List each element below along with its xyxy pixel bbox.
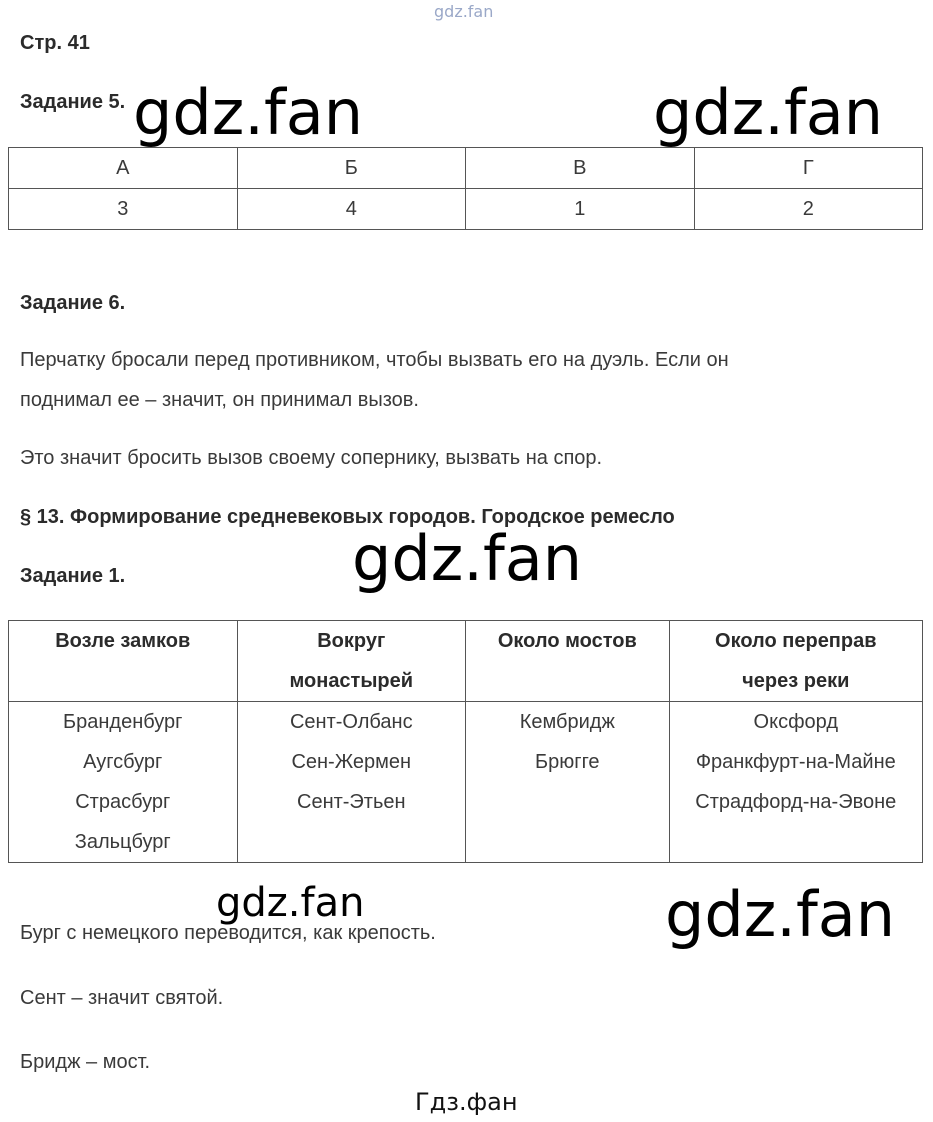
section13-title: § 13. Формирование средневековых городов. Городское ремесло — [20, 506, 675, 528]
header-watermark: gdz.fan — [434, 2, 494, 21]
list-item: Франкфурт-на-Майне — [695, 751, 896, 773]
task5-value-g: 2 — [694, 189, 923, 230]
task1-table — [8, 620, 923, 863]
task5-value-v: 1 — [466, 189, 695, 230]
task1-header-bridges-line1: Около мостов — [497, 630, 637, 652]
task1-header-crossings-line1: Около переправ — [715, 630, 877, 652]
task1-header-crossings-line2: через реки — [742, 670, 850, 692]
task5-value-a: 3 — [9, 189, 238, 230]
list-item: Страдфорд-на-Эвоне — [695, 791, 897, 813]
page-label: Стр. 41 — [20, 32, 90, 54]
task1-monasteries-cell — [237, 702, 466, 863]
list-item: Оксфорд — [753, 711, 838, 733]
task1-bridges-cell — [466, 702, 670, 863]
watermark-text: gdz.fan — [216, 880, 365, 926]
task5-header-b: Б — [237, 148, 466, 189]
task5-header-v: В — [466, 148, 695, 189]
task1-heading: Задание 1. — [20, 565, 126, 587]
task6-paragraph1-line2: поднимал ее – значит, он принимал вызов. — [20, 389, 419, 411]
task1-header-castles — [9, 621, 238, 702]
task6-heading: Задание 6. — [20, 292, 126, 314]
list-item: Сент-Олбанс — [289, 711, 413, 733]
list-item: Страсбург — [75, 791, 171, 813]
task6-paragraph1-line1: Перчатку бросали перед противником, чтобы вызвать его на дуэль. Если он — [20, 349, 729, 371]
watermark-text: gdz.fan — [352, 522, 583, 595]
task6-paragraph1 — [20, 340, 729, 420]
list-item: Сен-Жермен — [291, 751, 412, 773]
task1-crossings-cell — [669, 702, 922, 863]
footer-watermark: Гдз.фан — [415, 1088, 518, 1116]
watermark-text: gdz.fan — [653, 76, 884, 149]
task6-paragraph2: Это значит бросить вызов своему сопернику, вызвать на спор. — [20, 447, 603, 469]
note-sent: Сент – значит святой. — [20, 987, 224, 1009]
table-row — [9, 148, 923, 189]
table-row — [9, 702, 923, 863]
list-item: Кембридж — [519, 711, 615, 733]
table-row — [9, 189, 923, 230]
task1-header-crossings — [669, 621, 922, 702]
task1-header-monasteries-line1: Вокруг — [317, 630, 386, 652]
list-item: Сент-Этьен — [297, 791, 406, 813]
task5-heading: Задание 5. — [20, 91, 126, 113]
list-item: Брюгге — [535, 751, 600, 773]
task5-value-b: 4 — [237, 189, 466, 230]
watermark-text: gdz.fan — [665, 878, 896, 951]
list-item: Бранденбург — [63, 711, 183, 733]
task5-table — [8, 147, 923, 230]
list-item: Аугсбург — [83, 751, 163, 773]
watermark-text: gdz.fan — [133, 76, 364, 149]
task1-header-monasteries — [237, 621, 466, 702]
task1-header-bridges — [466, 621, 670, 702]
table-row — [9, 621, 923, 702]
task1-header-castles-line1: Возле замков — [55, 630, 191, 652]
task5-header-a: А — [9, 148, 238, 189]
note-burg: Бург с немецкого переводится, как крепость. — [20, 922, 436, 944]
task5-header-g: Г — [694, 148, 923, 189]
list-item: Зальцбург — [74, 831, 171, 853]
note-bridge: Бридж – мост. — [20, 1051, 151, 1073]
task1-header-monasteries-line2: монастырей — [289, 670, 414, 692]
task1-castles-cell — [9, 702, 238, 863]
